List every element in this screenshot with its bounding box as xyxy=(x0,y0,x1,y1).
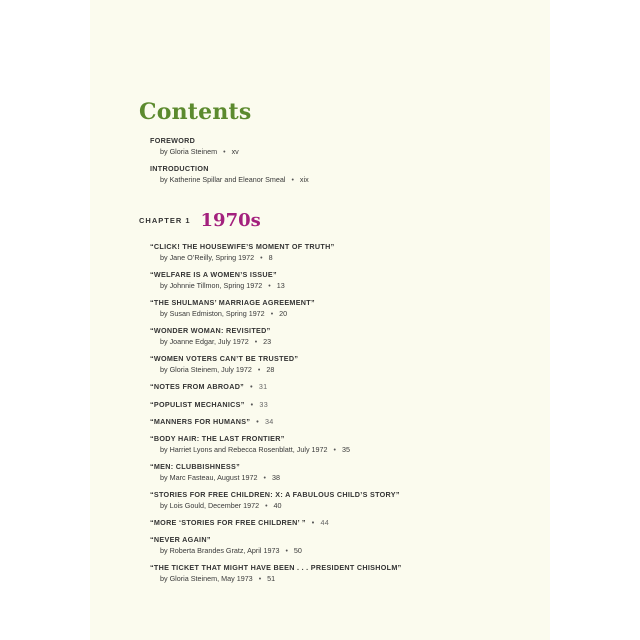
entry-page-number: 51 xyxy=(267,574,276,583)
entry-byline-text: by Joanne Edgar, July 1972 xyxy=(160,337,249,346)
chapter-title: 1970s xyxy=(200,210,261,231)
entry-byline-text: by Gloria Steinem xyxy=(160,147,218,156)
toc-entry xyxy=(150,462,530,483)
entry-byline xyxy=(150,574,530,584)
entry-byline xyxy=(150,309,530,319)
toc-entry xyxy=(150,518,530,528)
bullet-separator: • xyxy=(291,177,294,184)
toc-entry xyxy=(150,382,530,392)
toc-entry xyxy=(150,490,530,511)
bullet-separator: • xyxy=(263,475,266,482)
entry-heading: “WELFARE IS A WOMEN’S ISSUE” xyxy=(150,270,277,279)
entry-heading: “STORIES FOR FREE CHILDREN: X: A FABULOUS CHILD’S STORY” xyxy=(150,490,400,499)
entry-heading xyxy=(150,382,530,392)
entry-byline xyxy=(150,253,530,263)
entry-heading-text: “POPULIST MECHANICS” xyxy=(150,400,245,409)
bullet-separator: • xyxy=(250,402,254,409)
bullet-separator: • xyxy=(250,384,253,391)
entry-heading-text: “MORE ‘STORIES FOR FREE CHILDREN’ ” xyxy=(150,518,306,527)
toc-entry xyxy=(150,400,530,410)
bullet-separator: • xyxy=(265,503,268,510)
entry-byline xyxy=(150,147,530,157)
toc-entry xyxy=(150,326,530,347)
entry-byline xyxy=(150,337,530,347)
entry-heading: “THE SHULMANS’ MARRIAGE AGREEMENT” xyxy=(150,298,315,307)
entry-heading: “WOMEN VOTERS CAN’T BE TRUSTED” xyxy=(150,354,299,363)
bullet-separator: • xyxy=(260,255,263,262)
entry-heading-text: “MANNERS FOR HUMANS” xyxy=(150,417,251,426)
bullet-separator: • xyxy=(270,311,274,318)
toc-entry xyxy=(150,563,530,584)
entry-page-number: 31 xyxy=(258,382,268,391)
entry-page-number: 8 xyxy=(268,253,273,262)
toc-entry xyxy=(150,535,530,556)
entry-heading: FOREWORD xyxy=(150,136,196,145)
entry-byline-text: by Johnnie Tillmon, Spring 1972 xyxy=(160,281,263,290)
entry-byline-text: by Gloria Steinem, May 1973 xyxy=(160,574,253,583)
entry-byline-text: by Jane O’Reilly, Spring 1972 xyxy=(160,253,255,262)
entry-heading: “WONDER WOMAN: REVISITED” xyxy=(150,326,271,335)
book-page xyxy=(90,0,550,640)
entry-byline-text: by Susan Edmiston, Spring 1972 xyxy=(160,309,265,318)
entry-heading-text: “NOTES FROM ABROAD” xyxy=(150,382,245,391)
entry-byline xyxy=(150,175,530,185)
entry-page-number: 13 xyxy=(276,281,285,290)
toc-entry xyxy=(150,417,530,427)
entry-heading: “MEN: CLUBBISHNESS” xyxy=(150,462,240,471)
introduction-entry xyxy=(150,164,530,185)
entry-byline-text: by Gloria Steinem, July 1972 xyxy=(160,365,252,374)
entry-byline-text: by Roberta Brandes Gratz, April 1973 xyxy=(160,546,280,555)
bullet-separator: • xyxy=(258,576,262,583)
entry-heading xyxy=(150,417,530,427)
bullet-separator: • xyxy=(256,419,259,426)
entry-byline xyxy=(150,281,530,291)
entry-heading xyxy=(150,518,530,528)
toc-entry xyxy=(150,354,530,375)
entry-page-number: xv xyxy=(231,147,239,156)
toc-entry xyxy=(150,242,530,263)
chapter-heading xyxy=(139,210,261,231)
entry-heading: “NEVER AGAIN” xyxy=(150,535,211,544)
entry-page-number: 44 xyxy=(320,518,330,527)
bullet-separator: • xyxy=(285,548,288,555)
entry-byline-text: by Marc Fasteau, August 1972 xyxy=(160,473,258,482)
entry-byline xyxy=(150,501,530,511)
toc-entry xyxy=(150,434,530,455)
chapter-label: CHAPTER 1 xyxy=(139,216,191,225)
entry-page-number: 28 xyxy=(266,365,275,374)
entry-byline-text: by Harriet Lyons and Rebecca Rosenblatt, July 1972 xyxy=(160,445,328,454)
entry-heading: “CLICK! THE HOUSEWIFE’S MOMENT OF TRUTH” xyxy=(150,242,335,251)
entry-page-number: 20 xyxy=(279,309,288,318)
toc-entry xyxy=(150,298,530,319)
entry-heading: “BODY HAIR: THE LAST FRONTIER” xyxy=(150,434,285,443)
bullet-separator: • xyxy=(333,447,336,454)
bullet-separator: • xyxy=(311,520,315,527)
foreword-entry xyxy=(150,136,530,157)
entry-heading xyxy=(150,400,530,410)
entry-page-number: 50 xyxy=(293,546,302,555)
entry-byline-text: by Katherine Spillar and Eleanor Smeal xyxy=(160,175,286,184)
bullet-separator: • xyxy=(268,283,271,290)
toc-entry xyxy=(150,270,530,291)
entry-page-number: 23 xyxy=(263,337,272,346)
entry-page-number: 35 xyxy=(342,445,350,454)
entry-page-number: 34 xyxy=(265,417,274,426)
entry-page-number: 38 xyxy=(271,473,280,482)
entry-page-number: 40 xyxy=(273,501,282,510)
page-title: Contents xyxy=(139,99,252,125)
entry-byline xyxy=(150,546,530,556)
entry-byline xyxy=(150,365,530,375)
entry-page-number: 33 xyxy=(259,400,269,409)
entry-page-number: xix xyxy=(299,175,309,184)
entry-heading: INTRODUCTION xyxy=(150,164,209,173)
bullet-separator: • xyxy=(257,367,261,374)
entry-byline xyxy=(150,473,530,483)
entry-heading: “THE TICKET THAT MIGHT HAVE BEEN . . . PRESIDENT CHISHOLM” xyxy=(150,563,402,572)
bullet-separator: • xyxy=(254,339,258,346)
entry-byline-text: by Lois Gould, December 1972 xyxy=(160,501,260,510)
bullet-separator: • xyxy=(223,149,226,156)
entry-byline xyxy=(150,445,530,455)
